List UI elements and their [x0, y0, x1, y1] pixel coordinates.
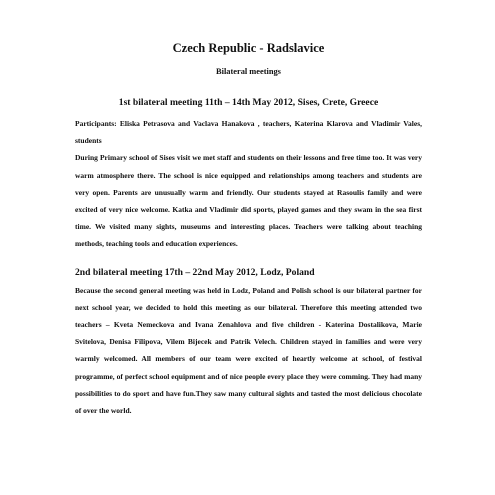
- participants-paragraph: Participants: Eliska Petrasova and Vaclava Hanakova , teachers, Katerina Klarova and Vladimir Vales, students: [75, 119, 422, 146]
- body-paragraph-second-meeting: Because the second general meeting was held in Lodz, Poland and Polish school is our bilateral partner for next school year, we decided to hold this meeting as our bilateral. Therefore this meeting attended two teachers – Kveta Nemeckova and Ivana Zenahlova and five children - Katerina Dostalikova, Marie Svitelova, Denisa Filipova, Vilem Bijecek and Patrik Velech. Children stayed in families and were very warmly welcomed. All members of our team were excited of heartly welcome at school, of festival programme, of perfect school equipment and of nice people every place they were comming. They had many possibilities to do sport and have fun.They saw many cultural sights and tasted the most delicious chocolate of over the world.: [75, 285, 422, 416]
- section-first-meeting: [75, 97, 422, 253]
- body-paragraph-first-meeting: During Primary school of Sises visit we met staff and students on their lessons and free time too. It was very warm atmosphere there. The school is nice equipped and relationships among teachers and students are very open. Parents are unusually warm and friendly. Our students stayed at Rasoulis family and were excited of very nice welcome. Katka and Vladimir did sports, played games and they swam in the sea first time. We visited many sights, museums and interesting places. Teachers were talking about teaching methods, teaching tools and education experiences.: [75, 153, 422, 249]
- section-second-meeting: [75, 267, 422, 420]
- document-subtitle: Bilateral meetings: [216, 67, 281, 76]
- document-title: Czech Republic - Radslavice: [172, 41, 325, 55]
- document-page: [75, 40, 422, 419]
- section-heading-first-meeting: 1st bilateral meeting 11th – 14th May 2012, Sises, Crete, Greece: [118, 97, 379, 108]
- section-heading-second-meeting: 2nd bilateral meeting 17th – 22nd May 2012, Lodz, Poland: [75, 266, 315, 278]
